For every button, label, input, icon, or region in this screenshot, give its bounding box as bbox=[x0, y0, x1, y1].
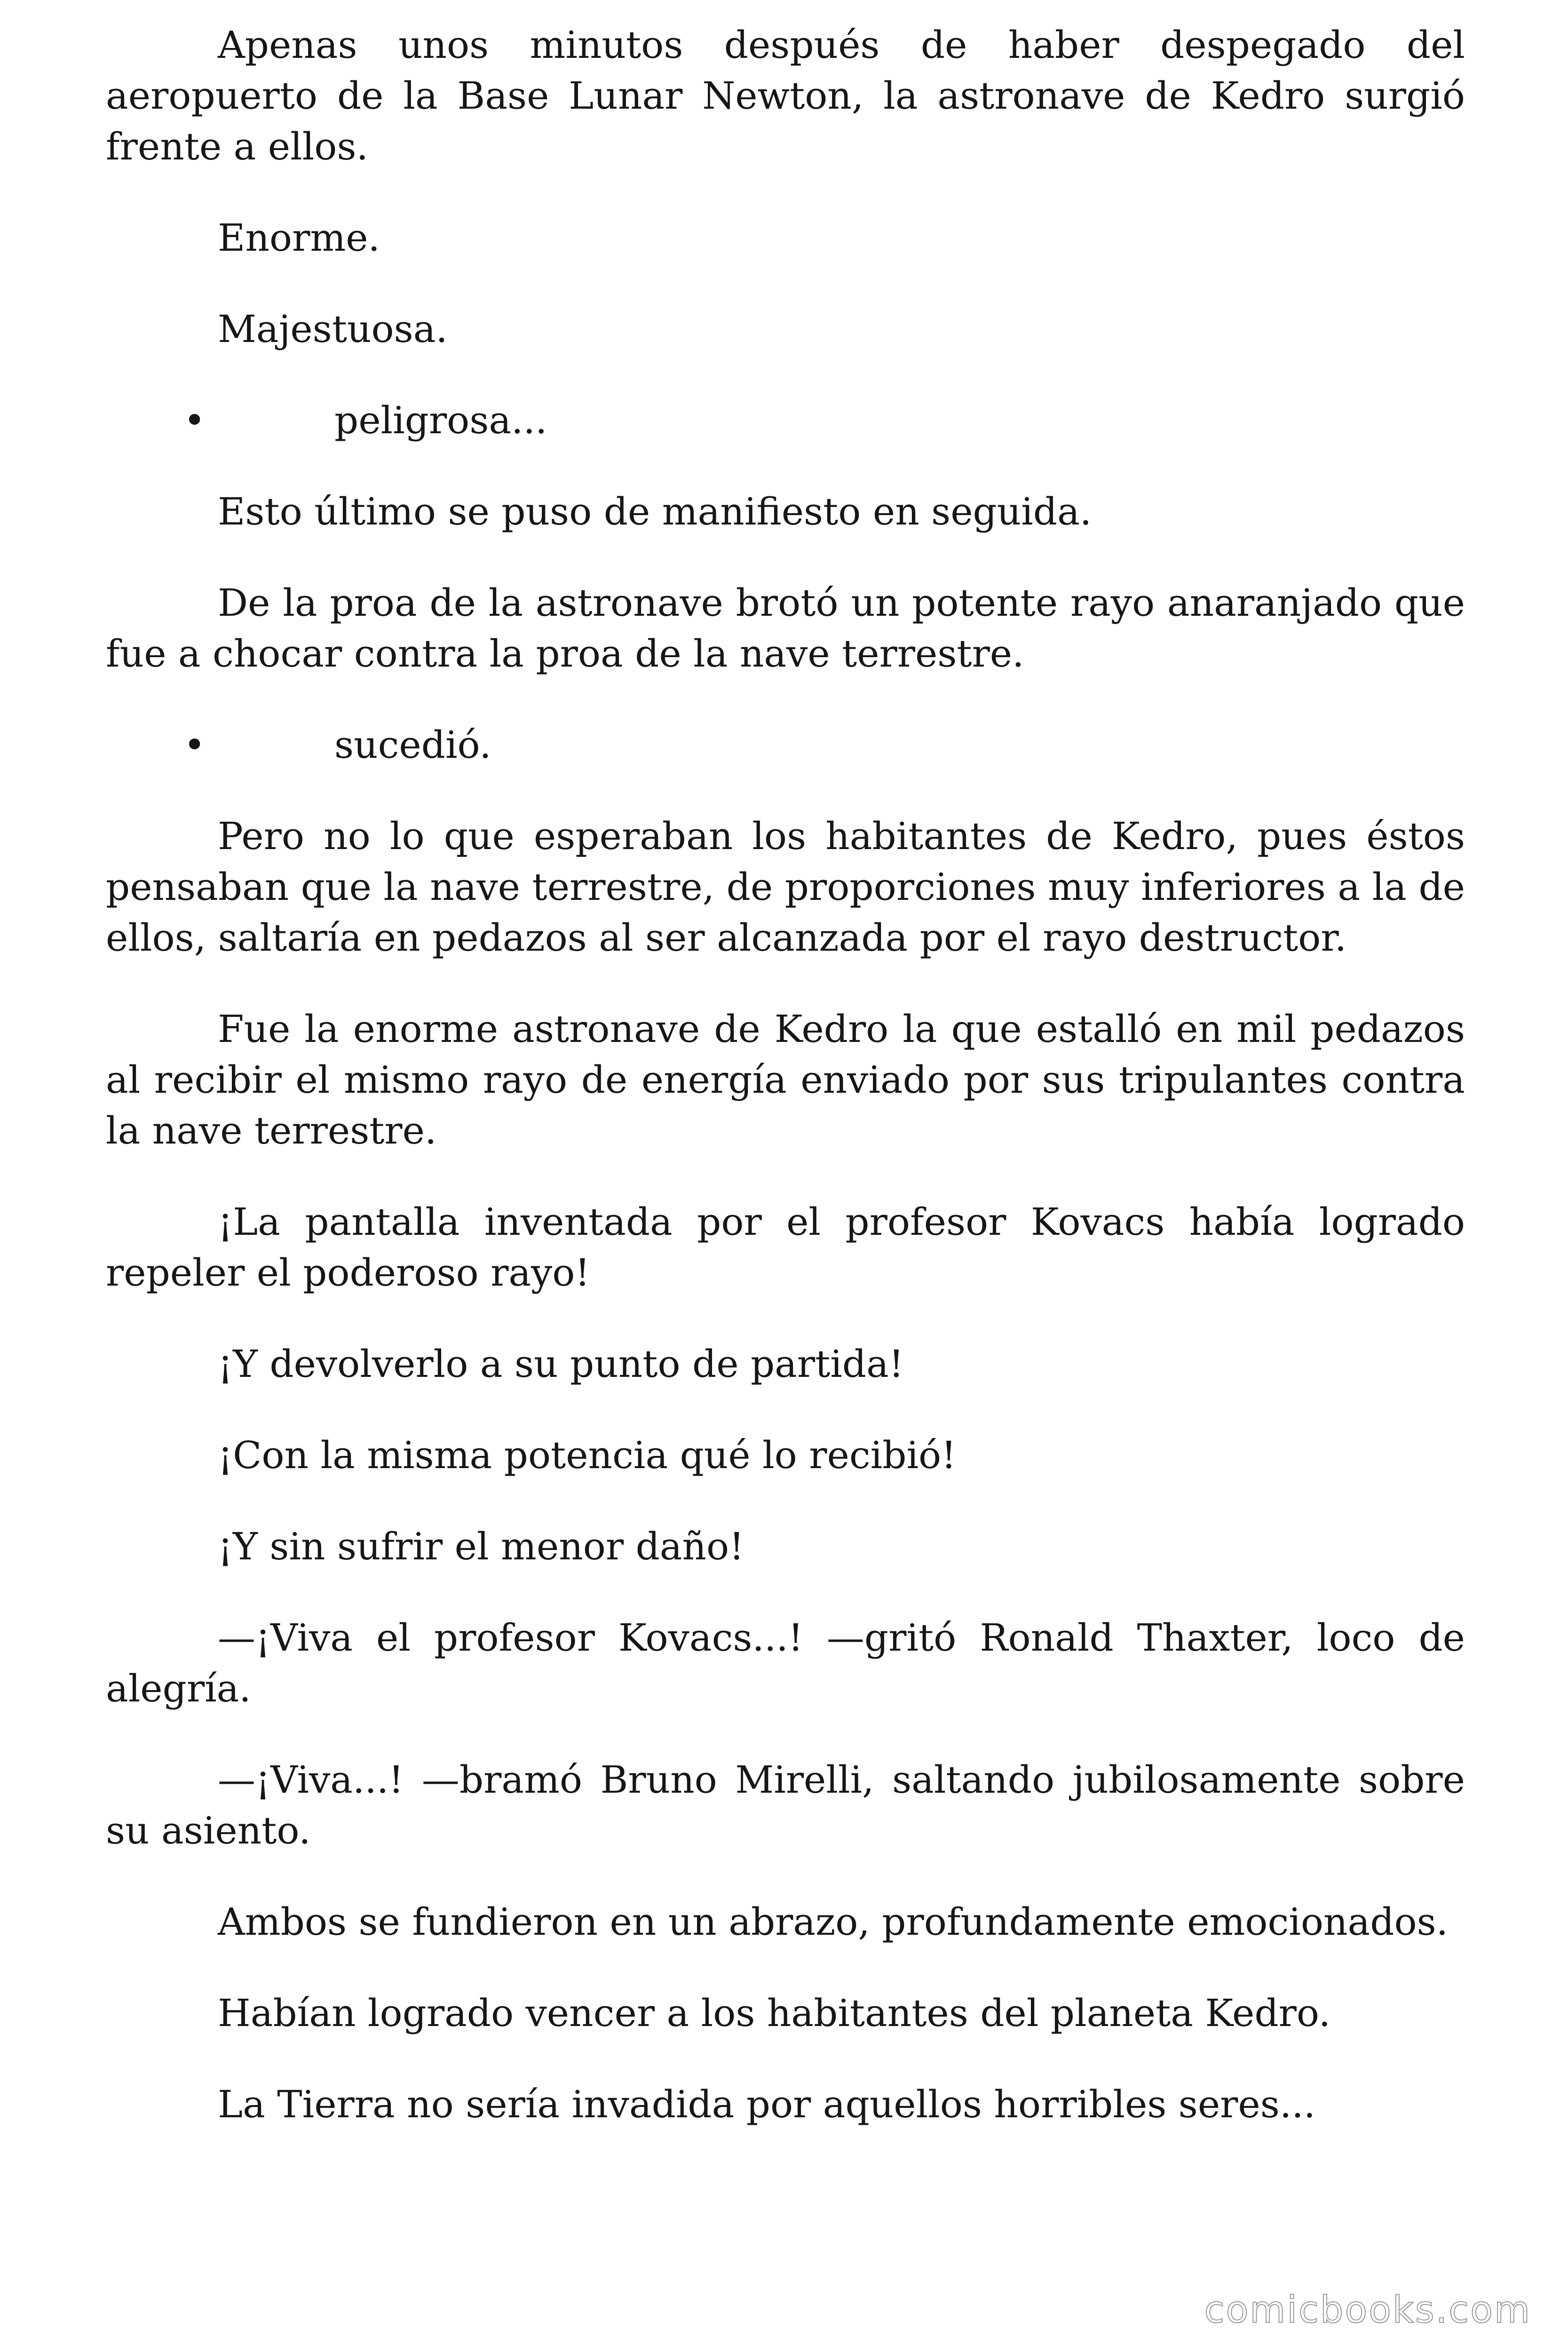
bullet-text: peligrosa... bbox=[334, 398, 547, 442]
paragraph: —¡Viva el profesor Kovacs...! —gritó Ronald Thaxter, loco de alegría. bbox=[106, 1616, 1465, 1710]
paragraph: Ambos se fundieron en un abrazo, profundamente emocionados. bbox=[218, 1900, 1449, 1944]
paragraph: Majestuosa. bbox=[218, 307, 448, 351]
bullet-icon: • bbox=[183, 398, 206, 442]
paragraph: Pero no lo que esperaban los habitantes de Kedro, pues éstos pensaban que la nave terrestre, de proporciones muy inferiores a la de ellos, saltaría en pedazos al ser alcanzada por el rayo destructor. bbox=[106, 814, 1465, 960]
paragraph: —¡Viva...! —bramó Bruno Mirelli, saltando jubilosamente sobre su asiento. bbox=[106, 1758, 1465, 1852]
bullet-icon: • bbox=[183, 723, 206, 767]
paragraph: Habían logrado vencer a los habitantes del planeta Kedro. bbox=[218, 1991, 1331, 2035]
paragraph: ¡Y sin sufrir el menor daño! bbox=[218, 1525, 744, 1568]
paragraph: La Tierra no sería invadida por aquellos horribles seres... bbox=[218, 2082, 1316, 2126]
document-body bbox=[106, 20, 1465, 2170]
bullet-item bbox=[106, 720, 1465, 771]
paragraph: Esto último se puso de manifiesto en seguida. bbox=[218, 490, 1092, 533]
paragraph: ¡La pantalla inventada por el profesor Kovacs había logrado repeler el poderoso rayo! bbox=[106, 1200, 1465, 1295]
bullet-text: sucedió. bbox=[334, 723, 491, 767]
paragraph: Enorme. bbox=[218, 216, 380, 260]
paragraph: ¡Y devolverlo a su punto de partida! bbox=[218, 1342, 904, 1386]
watermark-logo: comicbooks.com bbox=[1204, 2289, 1531, 2331]
bullet-item bbox=[106, 395, 1465, 446]
paragraph: ¡Con la misma potencia qué lo recibió! bbox=[218, 1433, 957, 1477]
paragraph: Apenas unos minutos después de haber despegado del aeropuerto de la Base Lunar Newton, la astronave de Kedro surgió frente a ellos. bbox=[106, 23, 1465, 168]
paragraph: Fue la enorme astronave de Kedro la que estalló en mil pedazos al recibir el mismo rayo de energía enviado por sus tripulantes contra la nave terrestre. bbox=[106, 1007, 1465, 1152]
paragraph: De la proa de la astronave brotó un potente rayo anaranjado que fue a chocar contra la proa de la nave terrestre. bbox=[106, 581, 1465, 675]
